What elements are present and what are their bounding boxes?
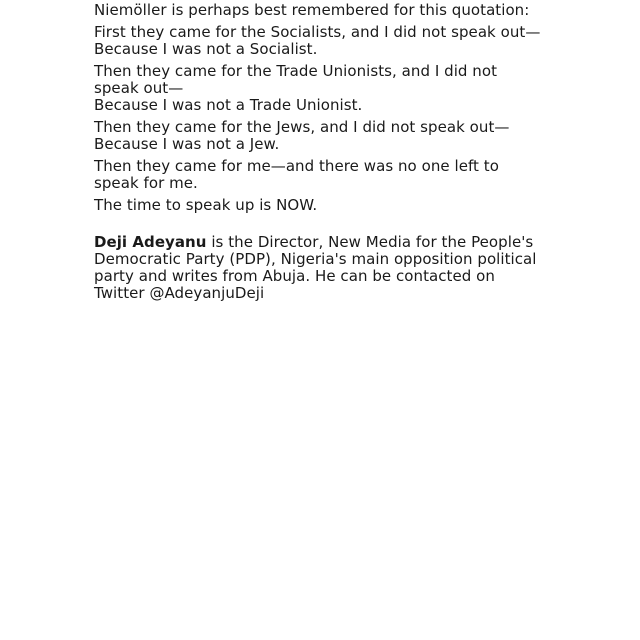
quote-stanza [94, 24, 544, 58]
quote-line: Because I was not a Trade Unionist. [94, 96, 363, 114]
closing-text: The time to speak up is NOW. [94, 196, 318, 214]
author-bio-text: is the Director, New Media for the People's Democratic Party (PDP), Nigeria's main opposition political party and writes from Abuja. He can be contacted on Twitter @AdeyanjuDeji [94, 233, 537, 302]
quote-line: Then they came for the Jews, and I did not speak out— [94, 118, 510, 136]
intro-paragraph [94, 2, 544, 19]
intro-text: Niemöller is perhaps best remembered for this quotation: [94, 1, 530, 19]
quote-stanza [94, 63, 544, 114]
author-name: Deji Adeyanu [94, 233, 207, 251]
quote-stanza [94, 158, 544, 192]
quote-line: Then they came for me—and there was no one left to speak for me. [94, 157, 499, 192]
quote-line: Then they came for the Trade Unionists, and I did not speak out— [94, 62, 498, 97]
quote-line: First they came for the Socialists, and I did not speak out— [94, 23, 541, 41]
article-body [94, 2, 544, 317]
author-bio [94, 234, 544, 302]
quote-stanza [94, 119, 544, 153]
quote-line: Because I was not a Socialist. [94, 40, 318, 58]
quote-line: Because I was not a Jew. [94, 135, 280, 153]
closing-paragraph [94, 197, 544, 214]
